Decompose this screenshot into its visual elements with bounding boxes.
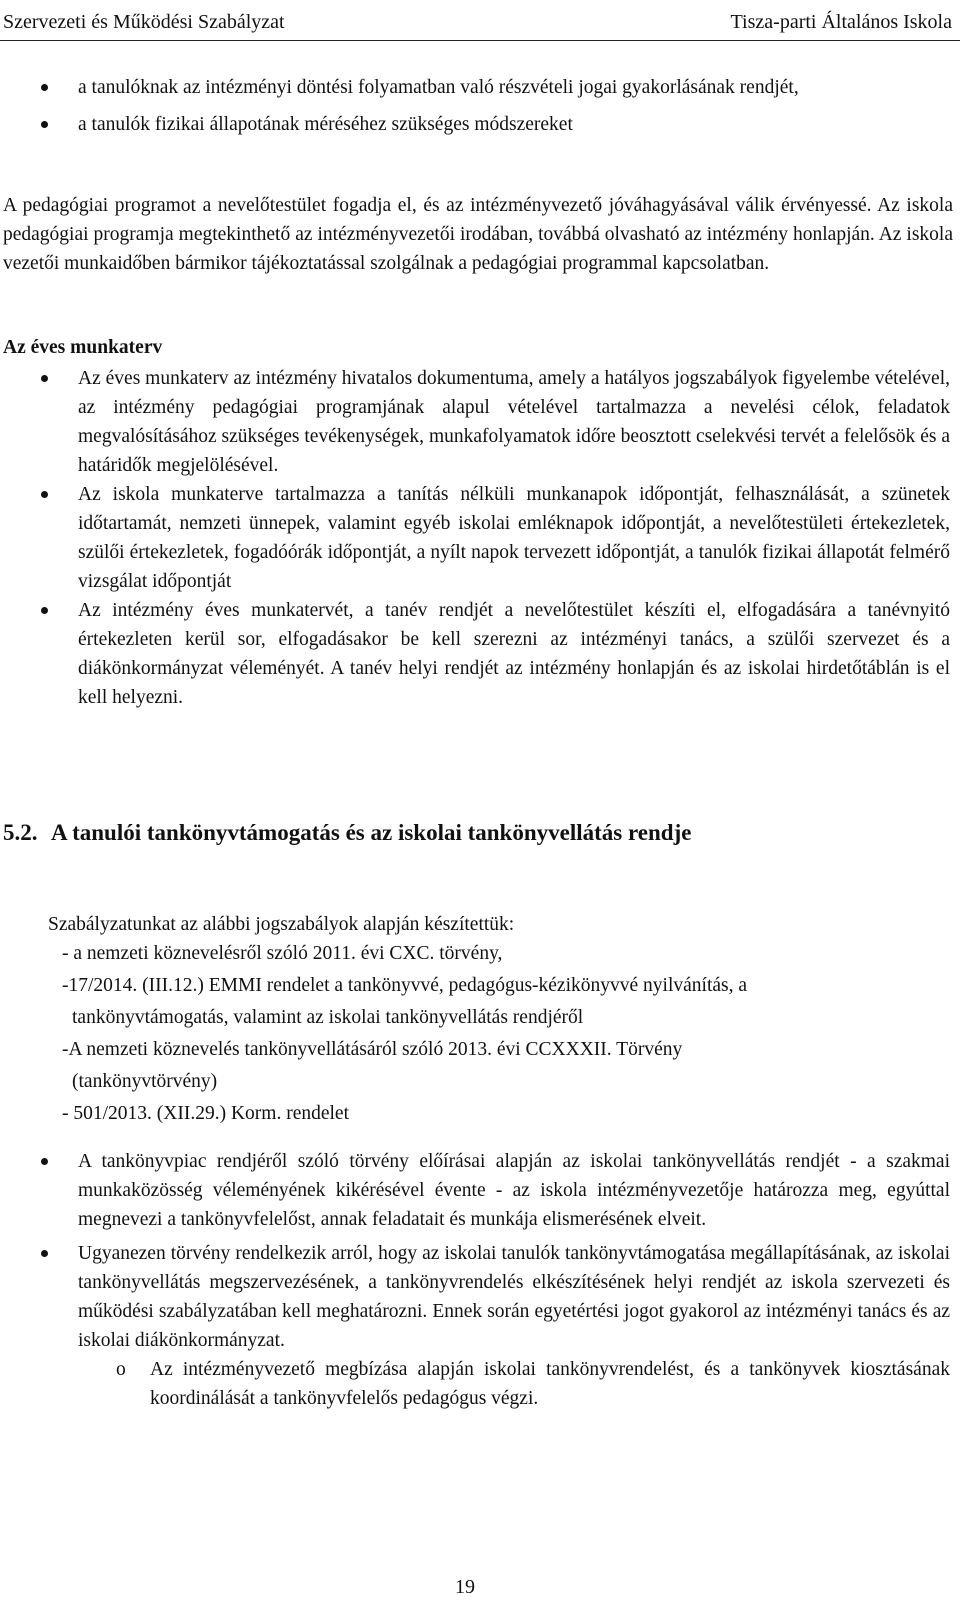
law-item-continuation: (tankönyvtörvény) bbox=[72, 1071, 218, 1092]
list-item-text: a tanulóknak az intézményi döntési folyamatban való részvételi jogai gyakorlásának rendjét, bbox=[78, 77, 799, 98]
list-item bbox=[0, 1147, 960, 1234]
bullet-icon bbox=[41, 607, 48, 614]
law-item: -17/2014. (III.12.) EMMI rendelet a tankönyvvé, pedagógus-kézikönyvvé nyilvánítás, a bbox=[62, 975, 748, 996]
list-item bbox=[0, 596, 960, 712]
page-header bbox=[0, 4, 960, 41]
pedagogical-program-paragraph: A pedagógiai programot a nevelőtestület fogadja el, és az intézményvezető jóváhagyásával válik érvényessé. Az iskola pedagógiai programja megtekinthető az intézményvezetői irodában, továbbá olvasható az intézmény honlapján. Az iskola vezetői munkaidőben bármikor tájékoztatással szolgálnak a pedagógiai programmal kapcsolatban. bbox=[3, 195, 953, 274]
annual-plan-list bbox=[0, 364, 960, 712]
top-bullet-list bbox=[0, 73, 960, 139]
legal-basis-intro: Szabályzatunkat az alábbi jogszabályok alapján készítettük: bbox=[48, 914, 515, 935]
list-item-text: a tanulók fizikai állapotának méréséhez szükséges módszereket bbox=[78, 114, 573, 135]
list-item bbox=[0, 73, 960, 102]
list-item-text: Ugyanezen törvény rendelkezik arról, hogy az iskolai tanulók tankönyvtámogatása megállapításának, az iskolai tankönyvellátás megszervezésének, a tankönyvrendelés elkészítésének helyi rendjét az iskola szervezeti és működési szabályzatában kell meghatározni. Ennek során egyetértési jogot gyakorol az intézményi tanács és az iskolai diákönkormányzat. bbox=[78, 1243, 950, 1351]
bullet-icon bbox=[41, 491, 48, 498]
bullet-icon bbox=[41, 121, 48, 128]
section-number: 5.2. bbox=[3, 820, 38, 845]
law-item: - 501/2013. (XII.29.) Korm. rendelet bbox=[62, 1103, 350, 1124]
list-item bbox=[0, 1239, 960, 1355]
header-school-name: Tisza-parti Általános Iskola bbox=[730, 11, 952, 33]
list-item-text: A tankönyvpiac rendjéről szóló törvény előírásai alapján az iskolai tankönyvellátás rendjét - a szakmai munkaközösség véleményének kikérésével évente - az iskola intézményvezetője határozza meg, egyúttal megnevezi a tankönyvfelelőst, annak feladatait és munkája elismerésének elveit. bbox=[78, 1151, 950, 1230]
list-item bbox=[0, 480, 960, 596]
header-document-title: Szervezeti és Működési Szabályzat bbox=[3, 11, 285, 33]
law-item-continuation: tankönyvtámogatás, valamint az iskolai tankönyvellátás rendjéről bbox=[72, 1007, 584, 1028]
list-item-text: Az iskola munkaterve tartalmazza a tanítás nélküli munkanapok időpontját, felhasználását, a szünetek időtartamát, nemzeti ünnepek, valamint egyéb iskolai emléknapok időpontját, a nevelőtestületi értekezletek, szülői értekezletek, fogadóórák időpontját, a nyílt napok tervezett időpontját, a tanulók fizikai állapotát felmérő vizsgálat időpontját bbox=[78, 484, 950, 592]
textbook-list bbox=[0, 1147, 960, 1413]
section-title: A tanulói tankönyvtámogatás és az iskolai tankönyvellátás rendje bbox=[51, 820, 692, 845]
list-item-text: Az éves munkaterv az intézmény hivatalos dokumentuma, amely a hatályos jogszabályok figyelembe vételével, az intézmény pedagógiai programjának alapul vételével tartalmazza a nevelési célok, feladatok megvalósításához szükséges tevékenységek, munkafolyamatok időre beosztott cselekvési tervét a felelősök és a határidők megjelölésével. bbox=[78, 368, 950, 476]
sub-list-item bbox=[0, 1355, 960, 1413]
list-item-text: Az intézmény éves munkatervét, a tanév rendjét a nevelőtestület készíti el, elfogadására a tanévnyitó értekezleten kerül sor, elfogadásakor be kell szerezni az intézményi tanács, a szülői szervezet és a diákönkormányzat véleményét. A tanév helyi rendjét az intézmény honlapján és az iskolai hirdetőtáblán is el kell helyezni. bbox=[78, 600, 950, 708]
bullet-icon bbox=[41, 84, 48, 91]
list-item bbox=[0, 364, 960, 480]
list-item bbox=[0, 110, 960, 139]
page-number: 19 bbox=[455, 1576, 475, 1598]
legal-basis-block bbox=[48, 910, 948, 1128]
section-heading bbox=[3, 818, 691, 847]
circle-bullet-icon: o bbox=[116, 1359, 126, 1380]
law-item: -A nemzeti köznevelés tankönyvellátásáról szóló 2013. évi CCXXXII. Törvény bbox=[62, 1039, 683, 1060]
bullet-icon bbox=[41, 375, 48, 382]
bullet-icon bbox=[41, 1250, 48, 1257]
sub-list-item-text: Az intézményvezető megbízása alapján iskolai tankönyvrendelést, és a tankönyvek kiosztásának koordinálását a tankönyvfelelős pedagógus végzi. bbox=[150, 1359, 950, 1409]
bullet-icon bbox=[41, 1158, 48, 1165]
law-item: - a nemzeti köznevelésről szóló 2011. évi CXC. törvény, bbox=[62, 943, 503, 964]
annual-plan-heading: Az éves munkaterv bbox=[3, 337, 163, 358]
